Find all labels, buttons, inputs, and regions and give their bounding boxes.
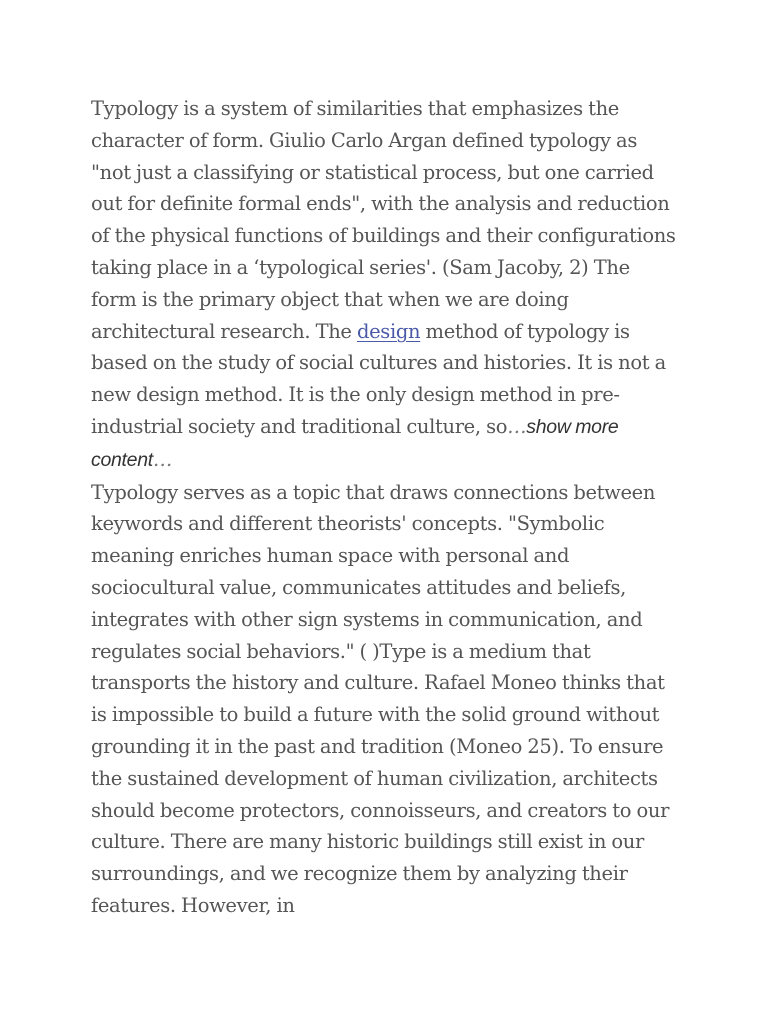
essay-paragraph-1 — [91, 93, 680, 477]
design-link[interactable]: design — [356, 319, 421, 343]
paragraph-1-text-after-link: method of typology is based on the study of social cultures and histories. It is not a new design method. It is the only design method in pre-industrial society and traditional culture, so — [91, 319, 666, 438]
show-more-content-link[interactable]: show more content — [91, 415, 619, 471]
essay-paragraph-2: Typology serves as a topic that draws connections between keywords and different theorists' concepts. "Symbolic meaning enriches human space with personal and sociocultural value, communicates attitudes and beliefs, integrates with other sign systems in communication, and regulates social behaviors." ( )Type is a medium that transports the history and culture. Rafael Moneo thinks that is impossible to build a future with the solid ground without grounding it in the past and tradition (Moneo 25). To ensure the sustained development of human civilization, architects should become protectors, connoisseurs, and creators to our culture. There are many historic buildings still exist in our surroundings, and we recognize them by analyzing their features. However, in — [91, 480, 670, 917]
essay-body — [91, 93, 680, 922]
paragraph-1-text-before-link: Typology is a system of similarities that emphasizes the character of form. Giulio Carlo Argan defined typology as "not just a classifying or statistical process, but one carried out for definite formal ends", with the analysis and reduction of the physical functions of buildings and their configurations taking place in a ‘typological series'. (Sam Jacoby, 2) The form is the primary object that when we are doing architectural research. The — [91, 97, 676, 343]
truncation-ellipsis: … — [507, 414, 527, 438]
truncation-ellipsis-trailing: … — [152, 447, 173, 471]
